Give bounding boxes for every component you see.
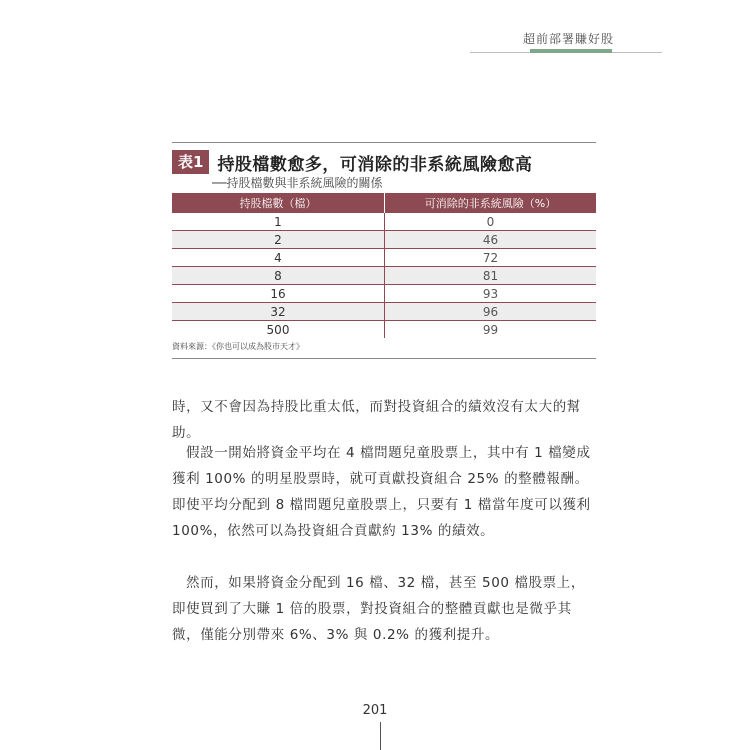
table-subtitle: ──持股檔數與非系統風險的關係 [212,176,383,190]
table-top-rule [172,142,596,143]
table-title-row [172,149,596,175]
table-row [172,231,596,249]
table-block [172,142,596,359]
paragraph-text: 時，又不會因為持股比重太低，而對投資組合的績效沒有太大的幫助。 [172,399,581,441]
column-header-risk: 可消除的非系統風險（%） [385,193,597,213]
body-paragraph-1 [172,394,598,446]
holdings-cell: 2 [172,231,385,249]
table-source: 資料來源：《你也可以成為股市天才》 [172,342,304,351]
risk-cell: 81 [385,267,597,285]
table-row [172,285,596,303]
table-row [172,303,596,321]
header-accent-bar [530,49,612,53]
paragraph-text: 然而，如果將資金分配到 16 檔、32 檔，甚至 500 檔股票上，即使買到了大賺 1 倍的股票，對投資組合的整體貢獻也是微乎其微，僅能分別帶來 6%、3% 與 0.2% 的獲利提升。 [172,575,585,643]
table-bottom-rule [172,358,596,359]
risk-cell: 96 [385,303,597,321]
paragraph-text: 假設一開始將資金平均在 4 檔問題兒童股票上，其中有 1 檔變成獲利 100% 的明星股票時，就可貢獻投資組合 25% 的整體報酬。即使平均分配到 8 檔問題兒童股票上，只要有 1 檔當年度可以獲利 100%，依然可以為投資組合貢獻約 13% 的績效。 [172,445,591,539]
risk-cell: 72 [385,249,597,267]
holdings-cell: 32 [172,303,385,321]
risk-cell: 99 [482,322,499,337]
risk-cell: 93 [385,285,597,303]
page-number-rule [380,722,381,750]
table-tag: 表1 [172,150,209,174]
running-head: 超前部署賺好股 [522,32,614,46]
holdings-cell: 8 [172,267,385,285]
body-paragraph-3 [172,570,598,648]
holdings-cell: 4 [172,249,385,267]
table-row [172,267,596,285]
risk-cell: 46 [385,231,597,249]
table-row [172,321,596,339]
table-row [172,213,596,231]
table-title: 持股檔數愈多，可消除的非系統風險愈高 [217,154,533,175]
table-header-row [172,193,596,213]
column-header-holdings: 持股檔數（檔） [172,193,385,213]
body-paragraph-2 [172,440,598,544]
table-row [172,249,596,267]
holdings-cell: 500 [172,321,385,339]
holdings-cell: 1 [172,213,385,231]
holdings-cell: 16 [172,285,385,303]
page-number: 201 [362,703,388,718]
risk-cell: 0 [385,213,597,231]
data-table [172,193,596,338]
